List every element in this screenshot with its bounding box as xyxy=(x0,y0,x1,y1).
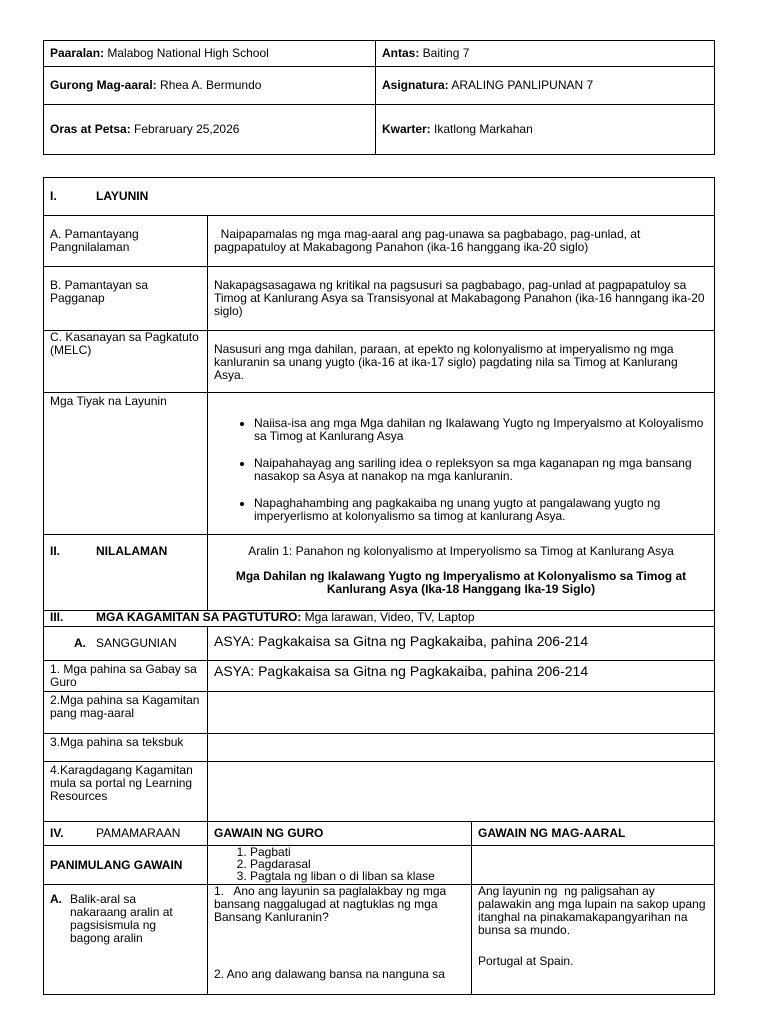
magaaral-answers xyxy=(472,885,715,995)
nilalaman-heading xyxy=(44,535,208,611)
balikaral-label: Balik-aral sa nakaraang aralin at pagsisismula ng bagong aralin xyxy=(70,892,173,945)
kagamitan-value: Mga larawan, Video, TV, Laptop xyxy=(301,610,475,624)
teacher-cell xyxy=(44,67,376,105)
answer-2: Portugal at Spain. xyxy=(478,954,574,968)
panimula-magaaral xyxy=(472,846,715,885)
gabay-value: ASYA: Pagkakaisa sa Gitna ng Pagkakaiba, pahina 206-214 xyxy=(208,661,715,692)
layunin-heading xyxy=(44,178,715,216)
pamamaraan-num: IV. xyxy=(50,826,64,840)
pamamaraan-heading xyxy=(44,822,208,846)
answer-1: Ang layunin ng ng paligsahan ay palawakin ang mga lupain na sakop upang itanghal na pinakamakapangyarihan na bunsa sa mundo. xyxy=(478,884,709,937)
sanggunian-letter: A. xyxy=(74,636,86,650)
teacher-value: Rhea A. Bermundo xyxy=(156,78,262,92)
kagamitan-magaaral-label: 2.Mga pahina sa Kagamitan pang mag-aaral xyxy=(44,692,208,734)
kasanayan-label: C. Kasanayan sa Pagkatuto (MELC) xyxy=(44,331,208,393)
header-table xyxy=(43,40,715,155)
subject-value: ARALING PANLIPUNAN 7 xyxy=(448,78,594,92)
nilalaman-num: II. xyxy=(50,544,61,558)
balikaral-letter: A. xyxy=(50,892,62,906)
nilalaman-cell xyxy=(208,535,715,611)
list-item: 3. Pagtala ng liban o di liban sa klase xyxy=(250,870,465,882)
teksbuk-value xyxy=(208,734,715,762)
grade-cell xyxy=(376,41,715,67)
panimula-cell xyxy=(208,846,472,885)
grade-label: Antas: xyxy=(382,46,420,60)
quarter-cell xyxy=(376,105,715,155)
list-item: 2. Pagdarasal xyxy=(250,858,465,870)
question-1: 1. Ano ang layunin sa paglalakbay ng mga bansang naggalugad at nagtuklas ng mga Bansang Kanluranin? xyxy=(214,884,450,924)
subject-label: Asignatura: xyxy=(382,78,449,92)
subject-cell xyxy=(376,67,715,105)
kasanayan-text: Nasusuri ang mga dahilan, paraan, at epekto ng kolonyalismo at imperyalismo ng mga kanluranin sa unang yugto (ika-16 at ika-17 siglo) pagdating nila sa Timog at Kanlurang Asya. xyxy=(208,331,715,393)
pamamaraan-title: PAMAMARAAN xyxy=(96,826,181,840)
list-item: • Naiisa-isa ang mga Mga dahilan ng Ikalawang Yugto ng Imperyalsmo at Koloyalismo sa Timog at Kanlurang Asya xyxy=(254,417,708,443)
school-value: Malabog National High School xyxy=(104,46,269,60)
topic-title: Mga Dahilan ng Ikalawang Yugto ng Imperyalismo at Kolonyalismo sa Timog at Kanlurang Asya (Ika-18 Hanggang Ika-19 Siglo) xyxy=(235,569,687,596)
grade-value: Baiting 7 xyxy=(419,46,470,60)
teksbuk-label: 3.Mga pahina sa teksbuk xyxy=(44,734,208,762)
quarter-value: Ikatlong Markahan xyxy=(430,122,533,136)
list-item: • Naipahahayag ang sariling idea o repleksyon sa mga kaganapan ng mga bansang nasakop sa Asya at nanakop na mga kanluranin. xyxy=(254,457,708,483)
pagganap-text: Nakapagsasagawa ng kritikal na pagsusuri sa pagbabago, pag-unlad at pagpapatuloy sa Timog at Kanlurang Asya sa Transisyonal at Makabagong Panahon (ika-16 hanngang ika-20 siglo) xyxy=(208,267,715,331)
gabay-label: 1. Mga pahina sa Gabay sa Guro xyxy=(44,661,208,692)
panimula-label: PANIMULANG GAWAIN xyxy=(44,846,208,885)
guro-header: GAWAIN NG GURO xyxy=(208,822,472,846)
datetime-label: Oras at Petsa: xyxy=(50,122,131,136)
datetime-cell xyxy=(44,105,376,155)
tiyak-cell xyxy=(208,393,715,535)
list-item: 1. Pagbati xyxy=(250,846,465,858)
quarter-label: Kwarter: xyxy=(382,122,431,136)
guro-questions xyxy=(208,885,472,995)
karagdagang-label: 4.Karagdagang Kagamitan mula sa portal ng Learning Resources xyxy=(44,762,208,822)
aralin-title: Aralin 1: Panahon ng kolonyalismo at Imperyolismo sa Timog at Kanlurang Asya xyxy=(248,544,674,558)
tiyak-label: Mga Tiyak na Layunin xyxy=(44,393,208,535)
pagganap-label: B. Pamantayan sa Pagganap xyxy=(44,267,208,331)
school-cell xyxy=(44,41,376,67)
karagdagang-value xyxy=(208,762,715,822)
school-label: Paaralan: xyxy=(50,46,105,60)
layunin-num: I. xyxy=(50,189,57,203)
magaaral-header: GAWAIN NG MAG-AARAL xyxy=(472,822,715,846)
panimula-list xyxy=(214,846,465,882)
sanggunian-label: SANGGUNIAN xyxy=(96,636,177,650)
nilalaman-title: NILALAMAN xyxy=(96,544,168,558)
tiyak-list xyxy=(214,417,708,523)
teacher-label: Gurong Mag-aaral: xyxy=(50,78,157,92)
datetime-value: Febraruary 25,2026 xyxy=(130,122,240,136)
sanggunian-value: ASYA: Pagkakaisa sa Gitna ng Pagkakaiba, pahina 206-214 xyxy=(208,627,715,661)
kagamitan-magaaral-value xyxy=(208,692,715,734)
lesson-plan-table xyxy=(43,177,715,995)
question-2: 2. Ano ang dalawang bansa na nanguna sa xyxy=(214,967,445,981)
sanggunian-label-cell xyxy=(44,627,208,661)
kagamitan-num: III. xyxy=(50,610,64,624)
kagamitan-row xyxy=(44,611,715,627)
pamantayang-label: A. Pamantayang Pangnilalaman xyxy=(44,216,208,267)
pamantayang-text: Naipapamalas ng mga mag-aaral ang pag-unawa sa pagbabago, pag-unlad, at pagpapatuloy at Makabagong Panahon (ika-16 hanggang ika-20 siglo) xyxy=(208,216,715,267)
list-item: • Napaghahambing ang pagkakaiba ng unang yugto at pangalawang yugto ng imperyerlismo at kolonyalismo sa timog at kanlurang Asya. xyxy=(254,497,708,523)
layunin-title: LAYUNIN xyxy=(96,189,149,203)
balikaral-cell xyxy=(44,885,208,995)
kagamitan-title: MGA KAGAMITAN SA PAGTUTURO: xyxy=(96,610,302,624)
